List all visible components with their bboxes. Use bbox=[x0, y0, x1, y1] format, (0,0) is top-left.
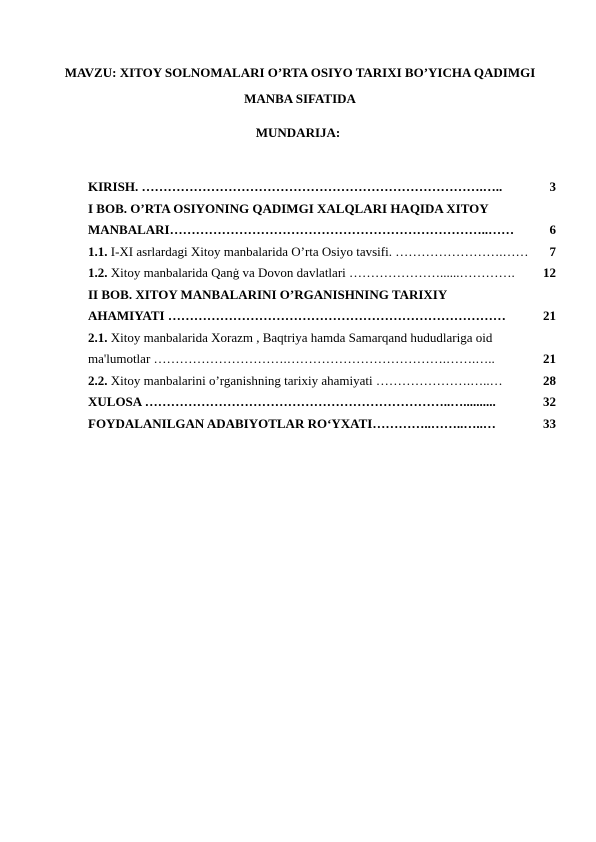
toc-entry bbox=[88, 391, 556, 413]
toc-page-number: 3 bbox=[549, 179, 556, 194]
document-title: MAVZU: XITOY SOLNOMALARI O’RTA OSIYO TARIXI BO’YICHA QADIMGI MANBA SIFATIDA bbox=[64, 65, 536, 106]
toc-entry-text: FOYDALANILGAN ADABIYOTLAR RO‘YXATI…………..……..…..… bbox=[88, 415, 496, 431]
toc-entry-text: KIRISH. …………………………………………………………………….….. bbox=[88, 179, 503, 194]
toc-entry bbox=[88, 176, 556, 198]
toc-page-number: 21 bbox=[543, 308, 556, 323]
toc-entry-text: I-XI asrlardagi Xitoy manbalarida O’rta Osiyo tavsifi. …………………….…… bbox=[107, 243, 529, 259]
contents-heading: MUNDARIJA: bbox=[255, 125, 341, 140]
toc-section-number: 1.2. bbox=[88, 265, 108, 280]
toc-page-number: 12 bbox=[543, 265, 556, 280]
toc-entry-text: I BOB. O’RTA OSIYONING QADIMGI XALQLARI HAQIDA XITOY bbox=[88, 200, 489, 216]
toc-entry-text: AHAMIYATI …………………………………………………………………… bbox=[88, 308, 506, 323]
toc-entry-text: Xitoy manbalarini o’rganishning tarixiy ahamiyati ………………….…..… bbox=[107, 372, 503, 388]
toc-page-number: 33 bbox=[543, 415, 556, 431]
toc-entry-text: Xitoy manbalarida Xorazm , Baqtriya hamda Samarqand hududlariga oid bbox=[107, 329, 493, 345]
toc-entry-text: II BOB. XITOY MANBALARINI O’RGANISHNING TARIXIY bbox=[88, 286, 448, 302]
toc-entry bbox=[88, 305, 556, 327]
table-of-contents bbox=[88, 176, 556, 434]
toc-entry bbox=[88, 198, 556, 220]
toc-entry-text: ma'lumotlar ………………………….……………………………….…….….. bbox=[88, 351, 495, 366]
toc-section-number: 2.1. bbox=[88, 329, 108, 345]
toc-entry bbox=[88, 219, 556, 241]
toc-entry bbox=[88, 241, 556, 263]
toc-page-number: 6 bbox=[549, 222, 556, 237]
toc-entry bbox=[88, 348, 556, 370]
toc-entry-text: XULOSA ……………………………………………………………..….......... bbox=[88, 394, 496, 409]
toc-page-number: 21 bbox=[543, 351, 556, 366]
toc-entry-text: Xitoy manbalarida Qanġ va Dovon davlatlari …………………......…………. bbox=[107, 265, 515, 280]
toc-page-number: 7 bbox=[549, 243, 556, 259]
toc-entry bbox=[88, 370, 556, 392]
toc-section-number: 2.2. bbox=[88, 372, 108, 388]
toc-entry-text: MANBALARI………………………………………………………………..…… bbox=[88, 222, 515, 237]
toc-entry bbox=[88, 262, 556, 284]
toc-entry bbox=[88, 284, 556, 306]
toc-section-number: 1.1. bbox=[88, 243, 108, 259]
toc-page-number: 28 bbox=[543, 372, 556, 388]
toc-page-number: 32 bbox=[543, 394, 556, 409]
toc-entry bbox=[88, 413, 556, 435]
toc-entry bbox=[88, 327, 556, 349]
